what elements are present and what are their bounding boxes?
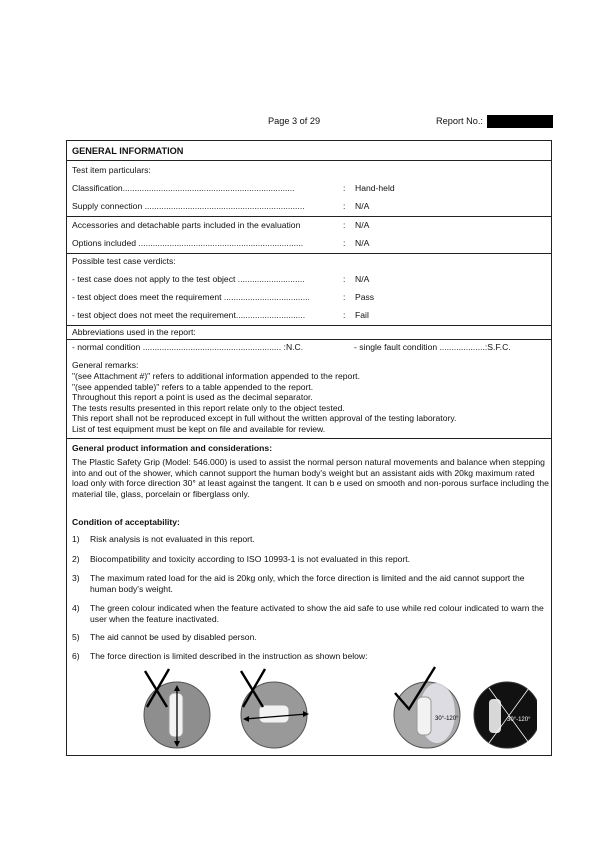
vertical-force-image bbox=[144, 669, 210, 748]
page-header bbox=[66, 116, 552, 130]
force-direction-illustrations bbox=[137, 663, 537, 753]
product-description: The Plastic Safety Grip (Model: 546.000) is used to assist the normal person natural movements and balance when stepping into and out of the shower, which cannot support the human body's weight but an assistant aids with 20kg maximum rated load only with force direction 30° at least against the tangent. It can b e used on smooth and non-porous surface including the material tile, glass, porcelain or fiberglass only. bbox=[72, 457, 549, 499]
horizontal-force-image bbox=[241, 669, 309, 748]
angled-force-image bbox=[394, 667, 460, 748]
redacted-report-number bbox=[487, 115, 553, 128]
page-number: Page 3 of 29 bbox=[268, 116, 321, 126]
angle-label: 30°-120° bbox=[435, 716, 459, 722]
general-information-box: GENERAL INFORMATION Test item particulars: Classification........................................................................ : Hand-held Supply connection ................................................................... : N/A Accessories and detachable parts included in the evaluation : N/A Options included ..................................................................... : N/A Possible test case verdicts: - test case does not apply to the test object ............................ : N/A - test object does meet the requirement .................................... : Pass - test object does not meet the requirement............................. : Fail Abbreviations used in the report: - normal condition .......................................................... :N.C. - single fault condition ...................:S.F.C. General remarks: "(see Attachment #)" refers to additional information appended to the report. "(see appended table)" refers to a table appended to the report. Throughout this report a point is used as the decimal separator. The tests results presented in this report relate only to the object tested. This report shall not be reproduced except in full without the written approval of the testing laboratory. List of test equipment must be kept on file and available for review. General product information and considerations: The Plastic Safety Grip (Model: 546.000) is used to assist the normal person natural movements and balance when stepping into and out of the shower, which cannot support the human body's weight but an assistant aids with 20kg maximum rated load only with force direction 30° at least against the tangent. It can b e used on smooth and non-porous surface including the material tile, glass, porcelain or fiberglass only. Condition of acceptability: 1) Risk analysis is not evaluated in this report. 2) Biocompatibility and toxicity according to ISO 10993-1 is not evaluated in this report. 3) The maximum rated load for the aid is 20kg only, which the force direction is limited and the aid cannot support the human body's weight. 4) The green colour indicated when the feature activated to show the aid safe to use while red colour indicated to warn the user when the feature inactivated. 5) The aid cannot be used by disabled person. 6) The force direction is limited described in the instruction as shown below: 30°-120° 30°-120° bbox=[66, 140, 552, 756]
angle-diagram-image bbox=[474, 682, 537, 748]
general-remarks: "(see Attachment #)" refers to additional information appended to the report. "(see appended table)" refers to a table appended to the report. Throughout this report a point is used as the decimal separator. The tests results presented in this report relate only to the object tested. This report shall not be reproduced except in full without the written approval of the testing laboratory. List of test equipment must be kept on file and available for review. bbox=[72, 371, 457, 434]
angle-label: 30°-120° bbox=[507, 717, 531, 723]
report-number-label: Report No.: bbox=[436, 116, 483, 126]
